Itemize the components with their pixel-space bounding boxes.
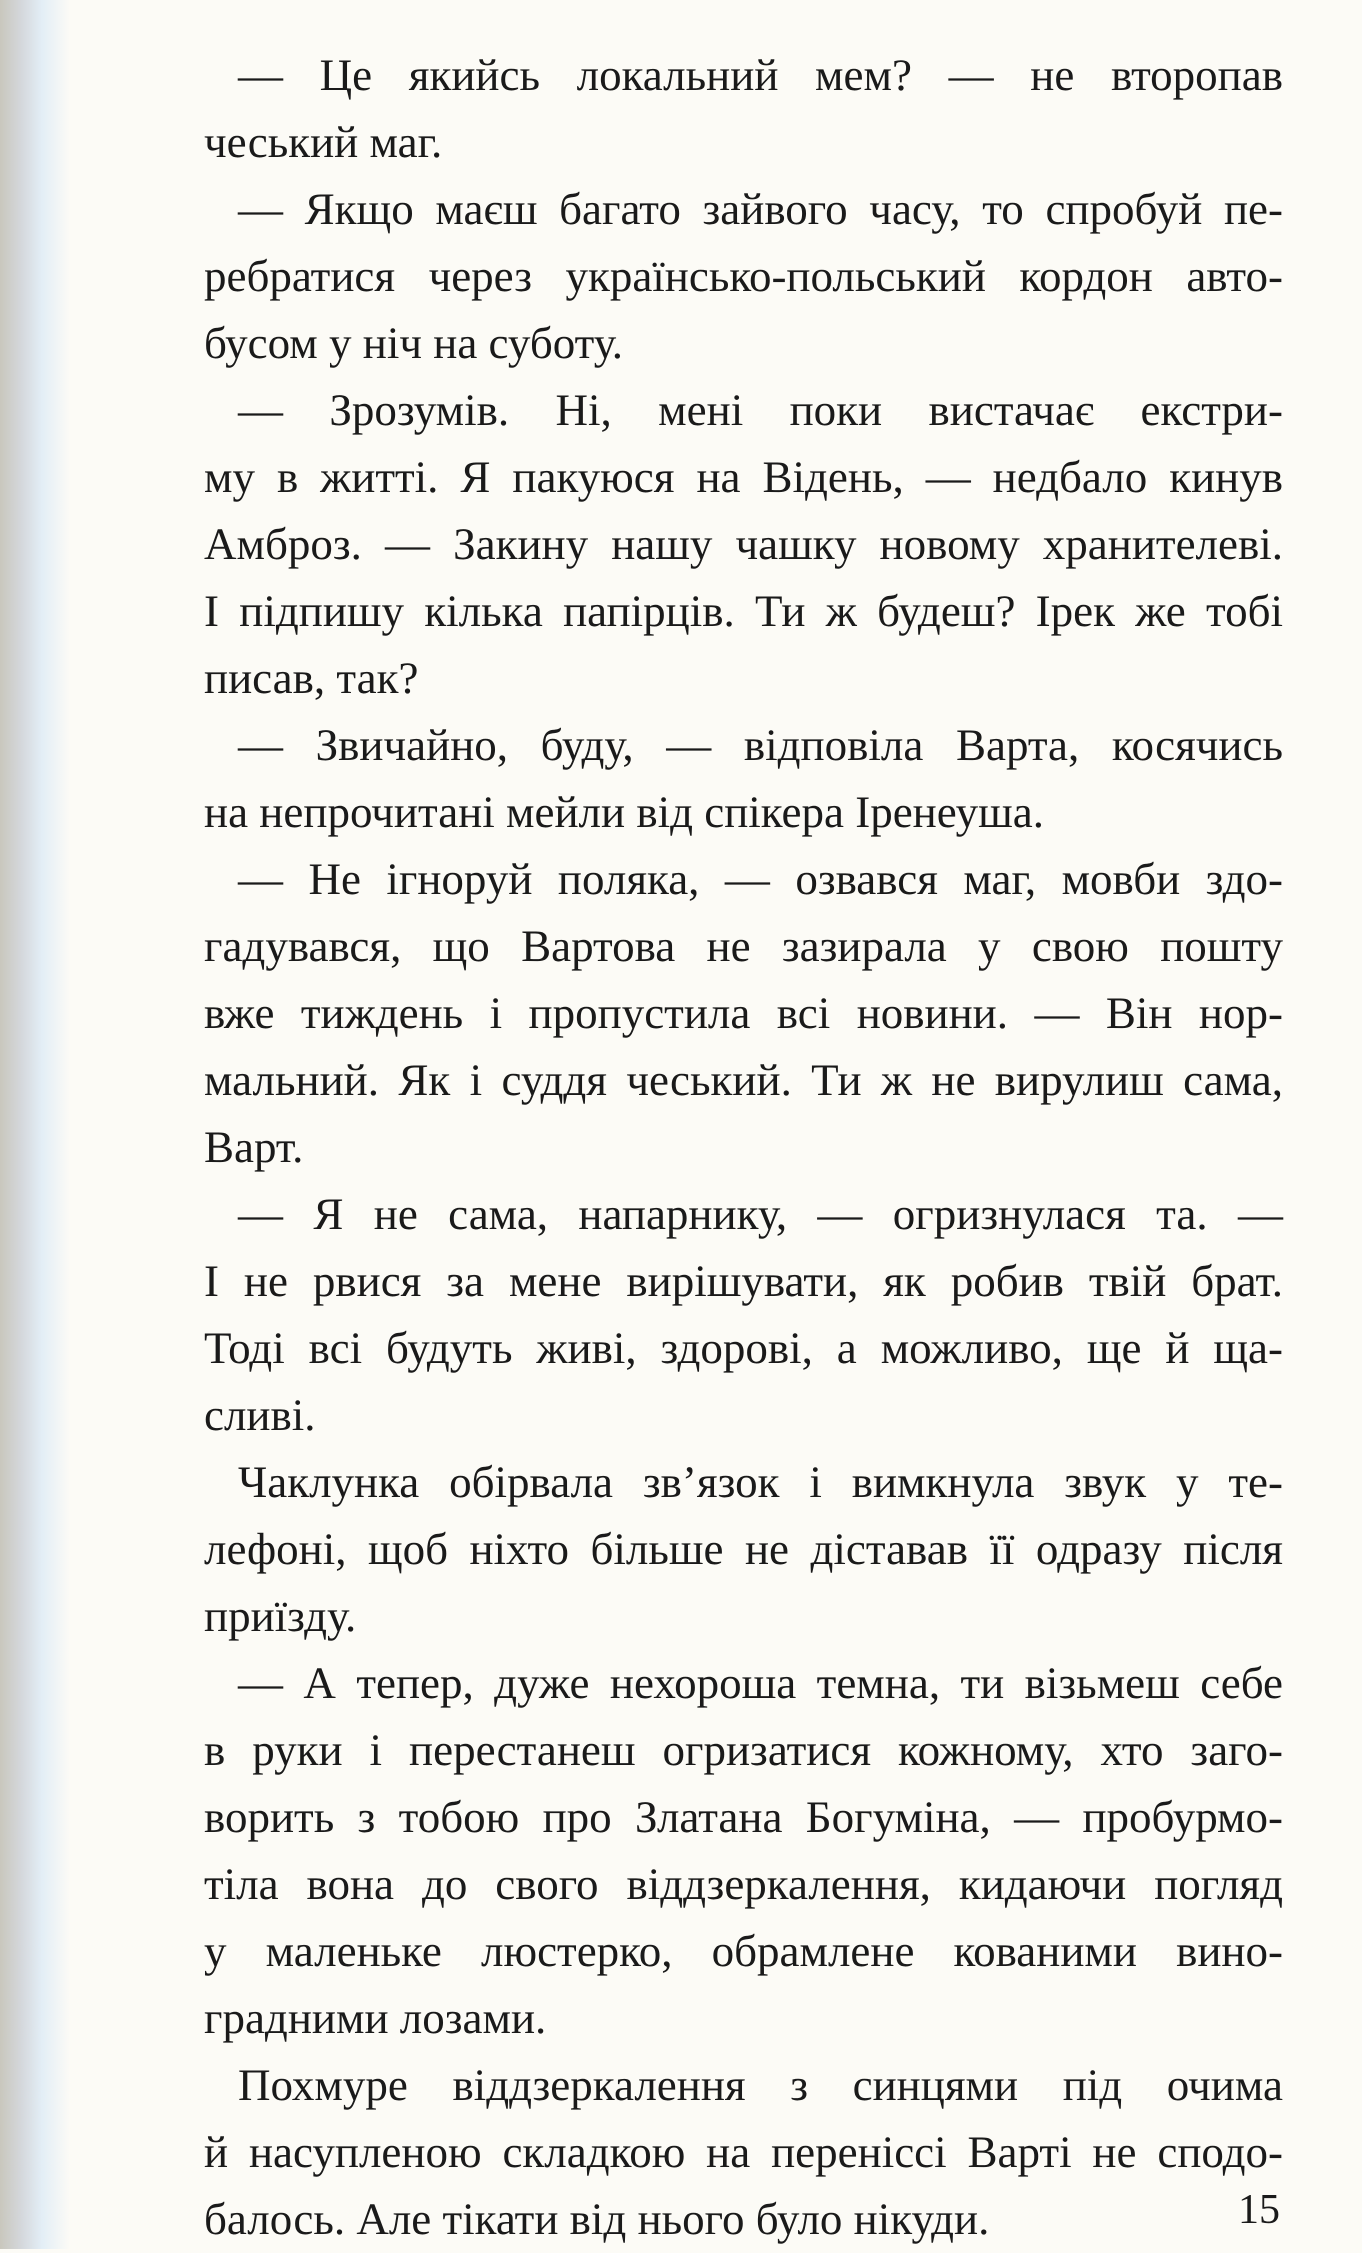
paragraph xyxy=(170,42,1283,176)
page-number: 15 xyxy=(1238,2187,1280,2233)
text-line: Похмуре віддзеркалення з синцями під очима xyxy=(238,2060,1283,2110)
text-line: Варт. xyxy=(204,1122,304,1172)
text-line: в руки і перестанеш огризатися кожному, хто заго- xyxy=(204,1725,1283,1775)
paragraph xyxy=(170,176,1283,377)
text-line: лефоні, щоб ніхто більше не діставав її одразу після xyxy=(204,1524,1283,1574)
paragraph xyxy=(170,846,1283,1181)
text-line: І підпишу кілька папірців. Ти ж будеш? Ірек же тобі xyxy=(204,586,1283,636)
book-page-text xyxy=(170,42,1283,2253)
text-line: — А тепер, дуже нехороша темна, ти візьмеш себе xyxy=(238,1658,1283,1708)
text-line: балось. Але тікати від нього було нікуди. xyxy=(204,2194,990,2244)
text-line: — Не ігноруй поляка, — озвався маг, мовби здо- xyxy=(238,854,1283,904)
text-line: І не рвися за мене вирішувати, як робив твій брат. xyxy=(204,1256,1283,1306)
text-line: мальний. Як і суддя чеський. Ти ж не вирулиш сама, xyxy=(204,1055,1283,1105)
text-line: градними лозами. xyxy=(204,1993,547,2043)
text-line: — Зрозумів. Ні, мені поки вистачає екстри- xyxy=(238,385,1283,435)
text-line: тіла вона до свого віддзеркалення, кидаючи погляд xyxy=(204,1859,1283,1909)
text-line: у маленьке люстерко, обрамлене кованими вино- xyxy=(204,1926,1283,1976)
paragraph xyxy=(170,2052,1283,2253)
text-line: бусом у ніч на суботу. xyxy=(204,318,623,368)
text-line: на непрочитані мейли від спікера Іренеуша. xyxy=(204,787,1044,837)
text-line: — Це якийсь локальний мем? — не второпав xyxy=(238,50,1283,100)
page-gutter-shadow xyxy=(0,0,70,2249)
text-line: — Звичайно, буду, — відповіла Варта, косячись xyxy=(238,720,1283,770)
text-line: сливі. xyxy=(204,1390,316,1440)
text-line: ворить з тобою про Златана Богуміна, — пробурмо- xyxy=(204,1792,1283,1842)
paragraph xyxy=(170,1449,1283,1650)
text-line: чеський маг. xyxy=(204,117,443,167)
paragraph xyxy=(170,1650,1283,2052)
paragraph xyxy=(170,377,1283,712)
text-line: ребратися через українсько-польський кордон авто- xyxy=(204,251,1283,301)
text-line: Амброз. — Закину нашу чашку новому хранителеві. xyxy=(204,519,1283,569)
text-line: й насупленою складкою на переніссі Варті не сподо- xyxy=(204,2127,1283,2177)
paragraph xyxy=(170,1181,1283,1449)
text-line: — Якщо маєш багато зайвого часу, то спробуй пе- xyxy=(238,184,1283,234)
text-line: писав, так? xyxy=(204,653,419,703)
text-line: приїзду. xyxy=(204,1591,357,1641)
text-line: му в житті. Я пакуюся на Відень, — недбало кинув xyxy=(204,452,1283,502)
text-line: Тоді всі будуть живі, здорові, а можливо, ще й ща- xyxy=(204,1323,1283,1373)
text-line: Чаклунка обірвала зв’язок і вимкнула звук у те- xyxy=(238,1457,1283,1507)
text-line: вже тиждень і пропустила всі новини. — Він нор- xyxy=(204,988,1283,1038)
text-line: — Я не сама, напарнику, — огризнулася та. — xyxy=(238,1189,1283,1239)
text-line: гадувався, що Вартова не зазирала у свою пошту xyxy=(204,921,1283,971)
paragraph xyxy=(170,712,1283,846)
